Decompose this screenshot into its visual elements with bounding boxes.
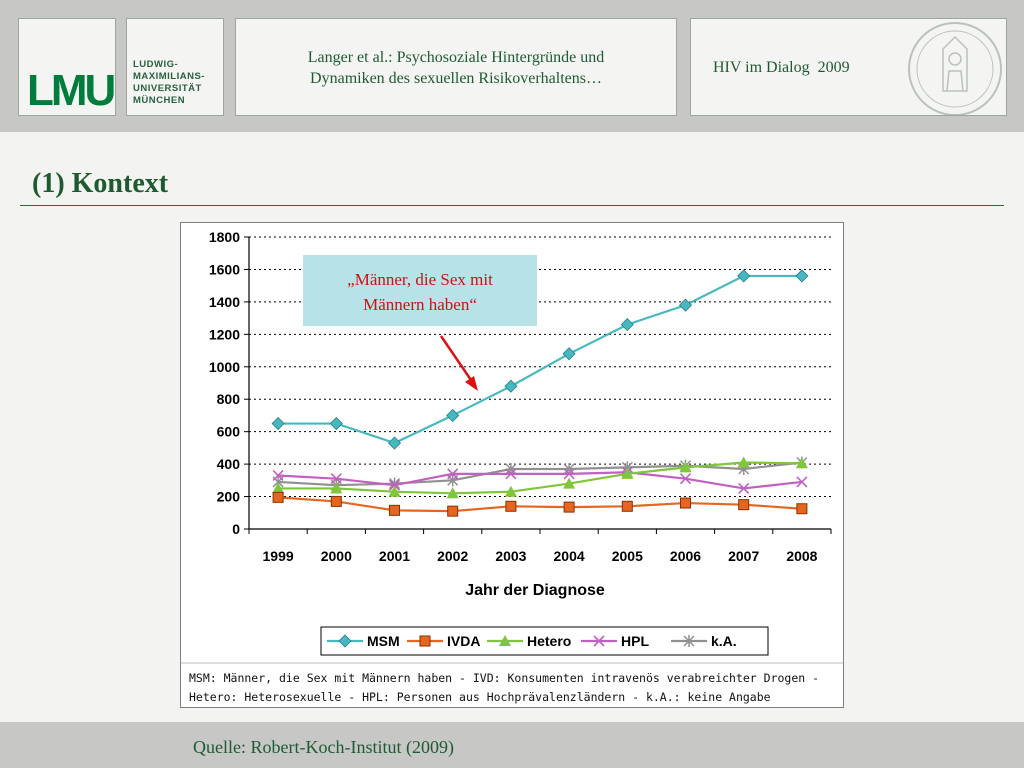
presentation-title-box [235, 18, 677, 116]
y-tick-label-600: 600 [216, 423, 240, 440]
chart-footnote [189, 669, 819, 707]
university-line-3: UNIVERSITÄT [133, 83, 202, 94]
data-point-msm-2000 [330, 418, 342, 430]
data-point-ivda-2003 [506, 501, 516, 511]
data-point-msm-2005 [621, 319, 633, 331]
university-name-box [126, 18, 224, 116]
lmu-logo [27, 66, 114, 115]
presentation-title-line-2: Dynamiken des sexuellen Risikoverhaltens… [310, 70, 602, 87]
data-point-ivda-2007 [739, 500, 749, 510]
legend-label-hetero: Hetero [527, 633, 572, 649]
source-citation: Quelle: Robert-Koch-Institut (2009) [193, 737, 454, 757]
data-point-msm-2008 [796, 270, 808, 282]
slide-header [0, 0, 1024, 132]
x-tick-label-2004: 2004 [553, 548, 585, 564]
y-tick-label-200: 200 [216, 488, 240, 505]
lmu-logo-box [18, 18, 116, 116]
data-point-ivda-2002 [448, 506, 458, 516]
chart-frame [180, 222, 844, 708]
data-point-ivda-2006 [681, 498, 691, 508]
x-tick-label-2000: 2000 [320, 548, 352, 564]
callout-arrow-head [465, 376, 478, 391]
callout-arrow-shaft [441, 336, 473, 383]
legend-label-msm: MSM [367, 633, 400, 649]
y-tick-label-1000: 1000 [208, 358, 240, 375]
x-tick-label-2003: 2003 [495, 548, 527, 564]
university-name [133, 59, 205, 107]
legend-label-hpl: HPL [621, 633, 649, 649]
data-point-msm-2004 [563, 348, 575, 360]
x-tick-label-2006: 2006 [669, 548, 702, 564]
callout-box [303, 255, 537, 326]
event-box [690, 18, 1007, 116]
legend-marker-ivda [420, 636, 430, 646]
x-tick-label-2005: 2005 [611, 548, 643, 564]
callout-line-1: „Männer, die Sex mit [347, 270, 493, 289]
y-tick-label-1800: 1800 [208, 229, 240, 245]
slide-footer [0, 722, 1024, 768]
footnote-line-2: Hetero: Heterosexuelle - HPL: Personen aus Hochprävalenzländern - k.A.: keine Angabe [189, 690, 771, 704]
line-chart [181, 223, 843, 707]
event-name: HIV im Dialog 2009 [713, 59, 850, 76]
series-line-ivda [278, 497, 802, 511]
y-tick-label-400: 400 [216, 456, 240, 473]
x-tick-label-2001: 2001 [378, 548, 411, 564]
y-tick-label-1200: 1200 [208, 326, 240, 343]
y-tick-label-800: 800 [216, 391, 240, 408]
presentation-title-line-1: Langer et al.: Psychosoziale Hintergründe und [307, 49, 605, 66]
x-tick-label-2008: 2008 [786, 548, 818, 564]
x-tick-label-2007: 2007 [728, 548, 760, 564]
data-point-ivda-2005 [622, 501, 632, 511]
data-point-ivda-2000 [331, 496, 341, 506]
university-line-2: MAXIMILIANS- [133, 71, 205, 82]
lmu-logo-text: LMU [27, 66, 114, 115]
data-point-ivda-2001 [390, 505, 400, 515]
data-point-msm-2002 [447, 409, 459, 421]
university-seal-icon [903, 19, 1007, 115]
callout-line-2: Männern haben“ [363, 295, 477, 314]
data-point-msm-1999 [272, 418, 284, 430]
presentation-title [236, 47, 676, 89]
data-point-ivda-1999 [273, 492, 283, 502]
data-point-msm-2001 [389, 437, 401, 449]
x-tick-label-2002: 2002 [437, 548, 469, 564]
university-line-1: LUDWIG- [133, 59, 179, 70]
university-line-4: MÜNCHEN [133, 95, 186, 106]
y-tick-label-1600: 1600 [208, 261, 240, 278]
series-line-hpl [278, 472, 802, 488]
data-point-ivda-2008 [797, 504, 807, 514]
legend-label-ivda: IVDA [447, 633, 481, 649]
section-divider [20, 205, 1004, 206]
legend-label-ka: k.A. [711, 633, 737, 649]
x-axis-label: Jahr der Diagnose [465, 582, 605, 599]
data-point-ivda-2004 [564, 502, 574, 512]
data-point-msm-2003 [505, 380, 517, 392]
data-point-msm-2007 [738, 270, 750, 282]
x-tick-label-1999: 1999 [262, 548, 294, 564]
data-point-msm-2006 [680, 299, 692, 311]
y-tick-label-0: 0 [232, 521, 240, 537]
section-title: (1) Kontext [32, 168, 169, 199]
y-tick-label-1400: 1400 [208, 293, 240, 310]
footnote-line-1: MSM: Männer, die Sex mit Männern haben - IVD: Konsumenten intravenös verabreichter Drogen - [189, 671, 820, 685]
